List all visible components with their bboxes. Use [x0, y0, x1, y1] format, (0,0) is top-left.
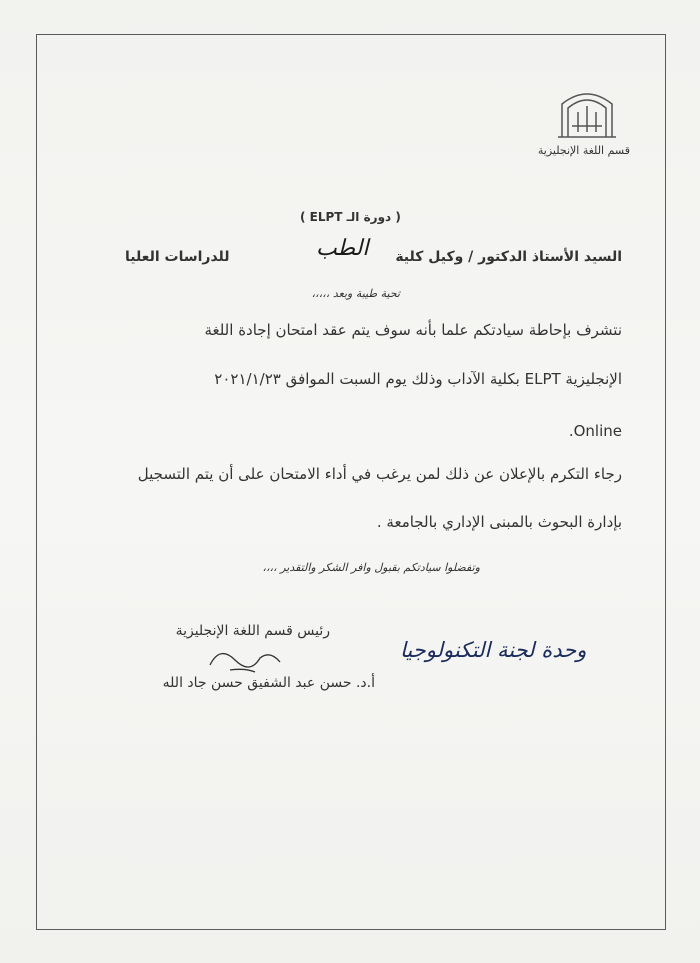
university-logo-icon: [552, 82, 622, 142]
body-line: بإدارة البحوث بالمبنى الإداري بالجامعة .: [376, 513, 622, 531]
recipient-suffix: للدراسات العليا: [125, 249, 230, 265]
closing-line: وتفضلوا سيادتكم بقبول وافر الشكر والتقدير ،،،،: [262, 561, 480, 574]
body-line: Online.: [568, 422, 622, 440]
recipient-title: السيد الأستاذ الدكتور / وكيل كلية: [395, 249, 622, 265]
body-line: الإنجليزية ELPT بكلية الآداب وذلك يوم السبت الموافق ٢٠٢١/١/٢٣: [214, 370, 622, 388]
exam-cycle-heading: ( دورة الـ ELPT ): [300, 210, 401, 224]
body-line: رجاء التكرم بالإعلان عن ذلك لمن يرغب في أداء الامتحان على أن يتم التسجيل: [137, 465, 622, 483]
body-line: نتشرف بإحاطة سيادتكم علما بأنه سوف يتم عقد امتحان إجادة اللغة: [204, 321, 622, 339]
greeting: تحية طيبة وبعد ،،،،،: [311, 287, 400, 300]
faculty-handwritten: الطب: [316, 236, 369, 261]
signatory-name: أ.د. حسن عبد الشفيق حسن جاد الله: [162, 675, 375, 691]
signature-icon: [200, 640, 300, 676]
department-name: قسم اللغة الإنجليزية: [537, 144, 630, 157]
handwritten-note: وحدة لجنة التكنولوجيا: [400, 638, 587, 662]
signatory-title: رئيس قسم اللغة الإنجليزية: [175, 623, 330, 639]
